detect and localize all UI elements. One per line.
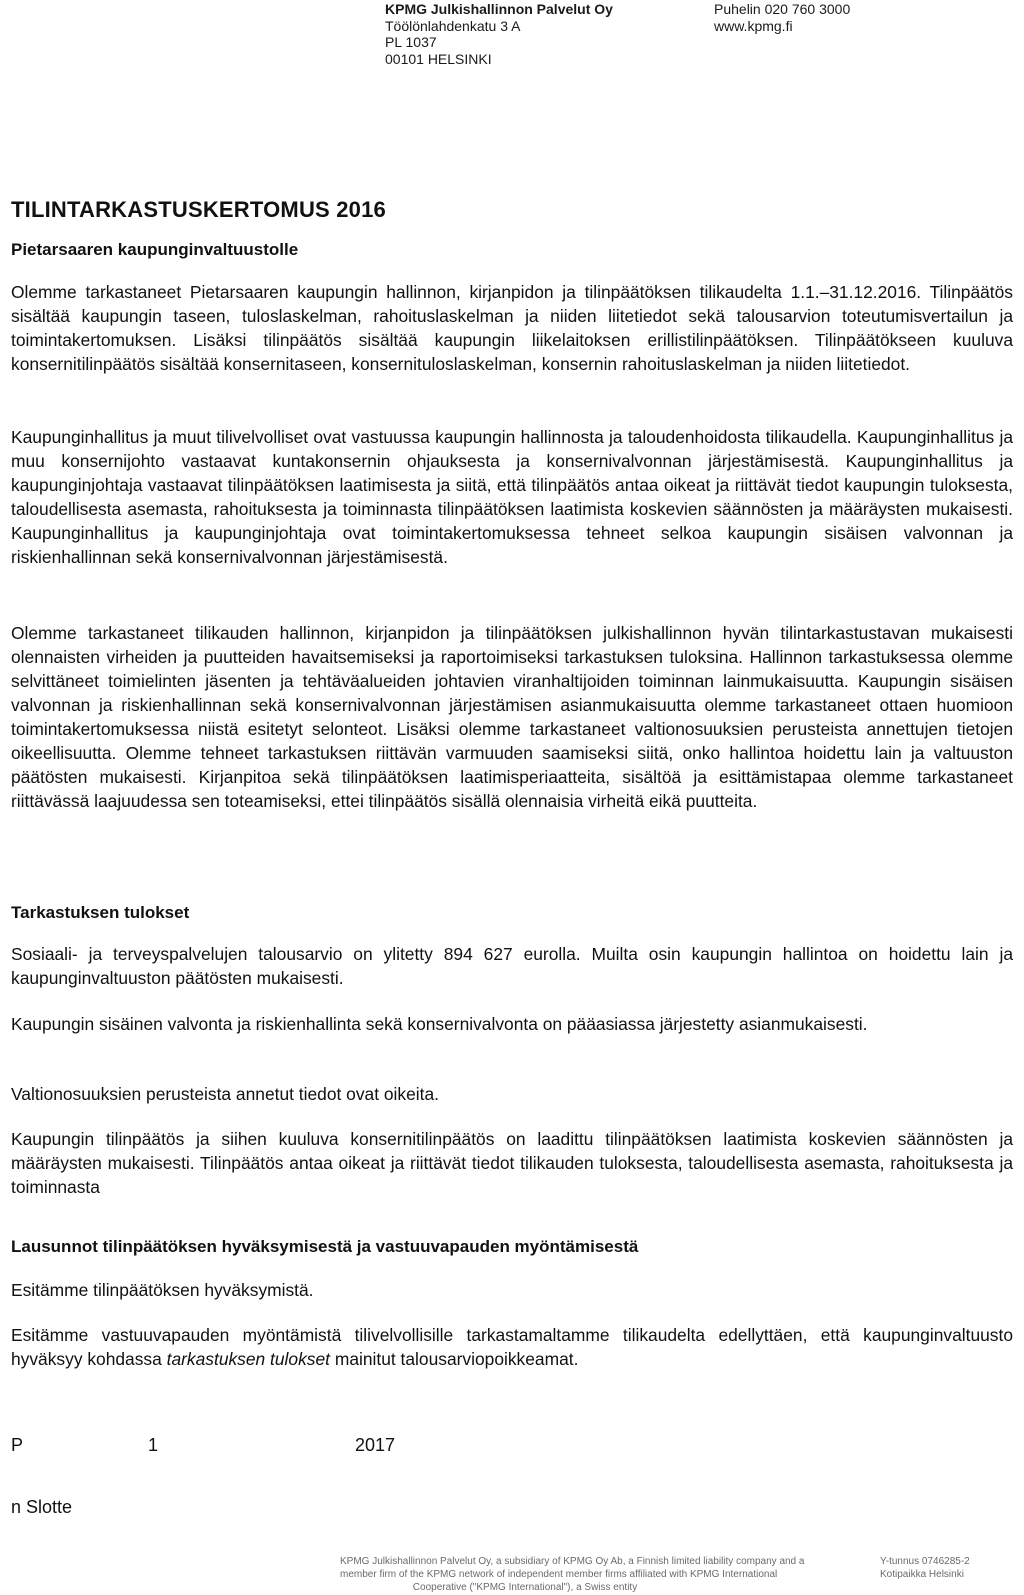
- results-paragraph-1: [11, 942, 1013, 990]
- footer-line: KPMG Julkishallinnon Palvelut Oy, a subsidiary of KPMG Oy Ab, a Finnish limited liability company and a: [340, 1556, 805, 1567]
- signature-place: P: [11, 1435, 24, 1455]
- footer-line: Cooperative ("KPMG International"), a Swiss entity: [412, 1582, 638, 1593]
- statements-paragraph-2: [11, 1323, 1013, 1371]
- signature-year: 2017: [355, 1435, 396, 1455]
- letterhead-address: [385, 1, 613, 67]
- results-paragraph-3: [11, 1082, 1013, 1106]
- results-paragraph-2: [11, 1012, 1013, 1036]
- paragraph: Olemme tarkastaneet tilikauden hallinnon, kirjanpidon ja tilinpäätöksen julkishallinnon hyvän tilintarkastustavan mukaisesti olennaisten virheiden ja puutteiden havaitsemiseksi ja raportoimiseksi tarkastuksen tuloksina. Hallinnon tarkastuksessa olemme selvittäneet toimielinten jäsenten ja tehtäväalueiden johtavien viranhaltijoiden toiminnan lainmukaisuutta. Kaupungin sisäisen valvonnan ja riskienhallinnan sekä konsernivalvonnan järjestämisen asianmukaisuutta olemme tarkastaneet ottaen huomioon toimintakertomuksessa niistä esitetyt selonteot. Lisäksi olemme tarkastaneet valtionosuuksien perusteista annettujen tietojen oikeellisuutta. Olemme tehneet tarkastuksen riittävän varmuuden saamiseksi siitä, onko hallintoa hoidettu lain ja valtuuston päätösten mukaisesti. Kirjanpitoa sekä tilinpäätöksen laatimisperiaatteita, sisältöä ja esittämistapaa olemme tarkastaneet riittävässä laajuudessa sen toteamiseksi, ettei tilinpäätös sisällä olennaisia virheitä eikä puutteita.: [11, 623, 1013, 811]
- domicile: Kotipaikka Helsinki: [880, 1569, 964, 1580]
- company-name: KPMG Julkishallinnon Palvelut Oy: [385, 1, 613, 17]
- statements-heading: Lausunnot tilinpäätöksen hyväksymisestä ja vastuuvapauden myöntämisestä: [11, 1237, 639, 1256]
- intro-paragraph-3: [11, 621, 1013, 813]
- paragraph: Kaupungin tilinpäätös ja siihen kuuluva konsernitilinpäätös on laadittu tilinpäätöksen laatimista koskevien säännösten ja määräysten mukaisesti. Tilinpäätös antaa oikeat ja riittävät tiedot tilikauden tuloksesta, taloudellisesta asemasta, rahoituksesta ja toiminnasta: [11, 1129, 1013, 1197]
- statements-paragraph-1: [11, 1278, 1013, 1302]
- recipient-heading: Pietarsaaren kaupunginvaltuustolle: [11, 240, 299, 259]
- footer-legal: [340, 1555, 805, 1594]
- statement-text-italic: tarkastuksen tulokset: [166, 1349, 330, 1369]
- paragraph: Olemme tarkastaneet Pietarsaaren kaupungin hallinnon, kirjanpidon ja tilinpäätöksen tilikaudelta 1.1.–31.12.2016. Tilinpäätös sisältää kaupungin taseen, tuloslaskelman, rahoituslaskelman ja niiden liitetiedot sekä talousarvion toteutumisvertailun ja toimintakertomuksen. Lisäksi tilinpäätös sisältää kaupungin liikelaitoksen erillistilinpäätöksen. Tilinpäätökseen kuuluva konsernitilinpäätös sisältää konsernitaseen, konsernituloslaskelman, konsernin rahoituslaskelman ja niiden liitetiedot.: [11, 282, 1013, 374]
- paragraph: Sosiaali- ja terveyspalvelujen talousarvio on ylitetty 894 627 eurolla. Muilta osin kaupungin hallintoa on hoidettu lain ja kaupunginvaltuuston päätösten mukaisesti.: [11, 944, 1013, 988]
- results-paragraph-4: [11, 1127, 1013, 1199]
- footer-line: member firm of the KPMG network of independent member firms affiliated with KPMG International: [340, 1569, 778, 1580]
- business-id: Y-tunnus 0746285-2: [880, 1556, 970, 1567]
- paragraph: Valtionosuuksien perusteista annetut tiedot ovat oikeita.: [11, 1084, 439, 1104]
- paragraph: Esitämme tilinpäätöksen hyväksymistä.: [11, 1280, 314, 1300]
- document-title: TILINTARKASTUSKERTOMUS 2016: [11, 197, 386, 222]
- signatory-name: n Slotte: [11, 1497, 73, 1517]
- signature-day: 1: [148, 1435, 159, 1455]
- letterhead-contact: [714, 1, 850, 34]
- paragraph: Kaupunginhallitus ja muut tilivelvolliset ovat vastuussa kaupungin hallinnosta ja taloudenhoidosta tilikaudella. Kaupunginhallitus ja muu konsernijohto vastaavat kuntakonsernin ohjauksesta ja konsernivalvonnan järjestämisestä. Kaupunginhallitus ja kaupunginjohtaja vastaavat tilinpäätöksen laatimisesta ja siitä, että tilinpäätös antaa oikeat ja riittävät tiedot kaupungin tuloksesta, taloudellisesta asemasta, rahoituksesta ja toiminnasta tilinpäätöksen laatimista koskevien säännösten ja määräysten mukaisesti. Kaupunginhallitus ja kaupunginjohtaja ovat toimintakertomuksessa tehneet selkoa kaupungin sisäisen valvonnan ja riskienhallinnan sekä konsernivalvonnan järjestämisestä.: [11, 427, 1013, 567]
- statement-text-end: mainitut talousarviopoikkeamat.: [330, 1349, 579, 1369]
- intro-paragraph-2: [11, 425, 1013, 569]
- street-address: Töölönlahdenkatu 3 A: [385, 17, 521, 34]
- statement-text-start: Esitämme vastuuvapauden myöntämistä tilivelvollisille tarkastamaltamme tilikaudelta edellyttäen, että kaupunginvaltuusto hyväksyy kohdassa: [11, 1325, 1013, 1369]
- footer-registration: [880, 1555, 1010, 1581]
- paragraph: [11, 1323, 1013, 1371]
- paragraph: Kaupungin sisäinen valvonta ja riskienhallinta sekä konsernivalvonta on pääasiassa järjestetty asianmukaisesti.: [11, 1014, 868, 1034]
- po-box: PL 1037: [385, 34, 437, 50]
- intro-paragraph-1: [11, 280, 1013, 376]
- website: www.kpmg.fi: [714, 17, 793, 34]
- phone-number: Puhelin 020 760 3000: [714, 1, 851, 17]
- postal-address: 00101 HELSINKI: [385, 50, 492, 67]
- results-heading: Tarkastuksen tulokset: [11, 903, 190, 922]
